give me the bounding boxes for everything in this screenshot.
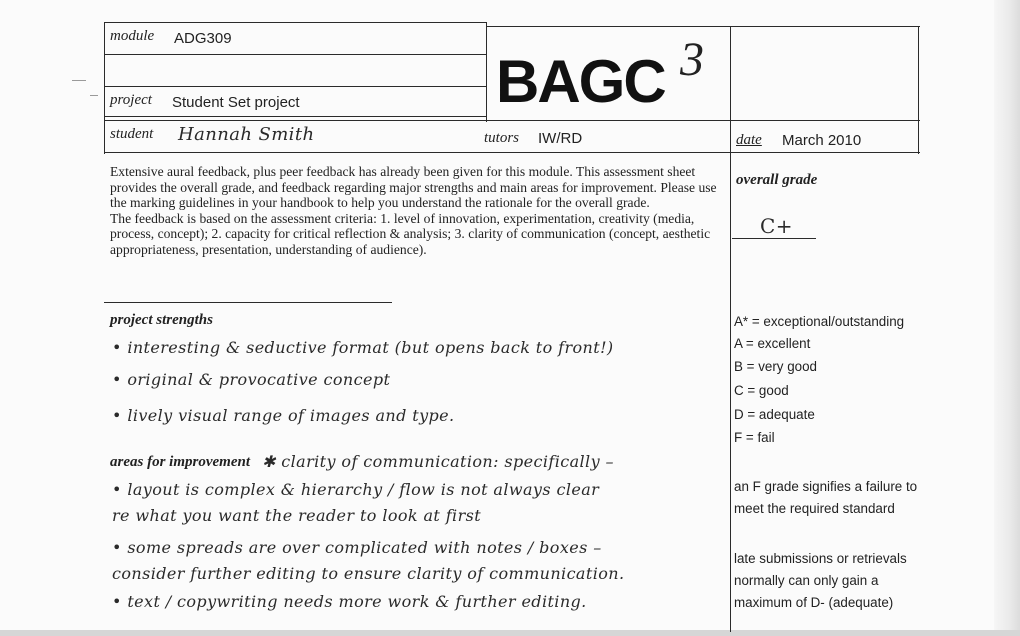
module-label: module <box>110 28 155 44</box>
improvement-item: re what you want the reader to look at first <box>112 506 482 525</box>
rule <box>104 54 486 55</box>
module-value: ADG309 <box>174 30 232 47</box>
grade-key-item: A* = exceptional/outstanding <box>734 314 905 329</box>
rule <box>104 152 920 153</box>
strength-item: • lively visual range of images and type. <box>112 406 455 425</box>
rule <box>918 26 919 154</box>
overall-grade-label: overall grade <box>736 172 818 188</box>
project-label: project <box>110 92 152 108</box>
rule <box>104 116 486 117</box>
grade-key-item: B = very good <box>734 359 817 374</box>
rule <box>486 22 487 122</box>
grade-key-item: A = excellent <box>734 336 811 351</box>
grade-key-item: C = good <box>734 383 789 398</box>
late-note: late submissions or retrievals normally can only gain a maximum of D- (adequate) <box>734 551 907 610</box>
strengths-heading: project strengths <box>110 312 213 328</box>
project-value: Student Set project <box>172 94 300 111</box>
bagc-logo-superscript: 3 <box>680 33 704 86</box>
fail-note: an F grade signifies a failure to meet the required standard <box>734 479 918 516</box>
date-label: date <box>736 132 762 148</box>
improvement-item: consider further editing to ensure clarity of communication. <box>112 564 625 583</box>
rule <box>104 22 486 23</box>
strength-item: • interesting & seductive format (but opens back to front!) <box>112 338 614 357</box>
scan-edge <box>994 0 1020 636</box>
rule <box>730 26 731 632</box>
date-value: March 2010 <box>782 132 862 149</box>
scan-mark <box>72 80 86 81</box>
improvement-heading: areas for improvement <box>110 454 250 470</box>
improvement-intro: ✱ clarity of communication: specifically – <box>262 452 614 471</box>
tutors-value: IW/RD <box>538 130 583 147</box>
student-label: student <box>110 126 154 142</box>
rule <box>104 86 486 87</box>
rule <box>104 120 920 121</box>
strength-item: • original & provocative concept <box>112 370 391 389</box>
scan-mark <box>90 95 98 96</box>
intro-text <box>110 164 724 257</box>
rule <box>486 26 920 27</box>
rule <box>104 302 392 303</box>
assessment-sheet <box>104 22 920 632</box>
intro-paragraph: Extensive aural feedback, plus peer feedback has already been given for this module. This assessment sheet provides the overall grade, and feedback regarding major strengths and main areas for improvement. Please use the marking guidelines in your handbook to help you understand the rationale for the overall grade. <box>110 164 717 210</box>
tutors-label: tutors <box>484 130 520 146</box>
overall-grade-value: C+ <box>760 214 793 238</box>
student-value: Hannah Smith <box>178 124 315 145</box>
improvement-item: • some spreads are over complicated with notes / boxes – <box>112 538 602 557</box>
grade-underline <box>732 238 816 239</box>
grade-key-item: F = fail <box>734 430 775 445</box>
rule <box>104 22 105 154</box>
grade-key-item: D = adequate <box>734 407 815 422</box>
improvement-item: • layout is complex & hierarchy / flow is not always clear <box>112 480 600 499</box>
improvement-item: • text / copywriting needs more work & further editing. <box>112 592 587 611</box>
bagc-logo: BAGC <box>496 48 665 115</box>
intro-paragraph: The feedback is based on the assessment criteria: 1. level of innovation, experimentation, creativity (media, process, concept); 2. capacity for critical reflection & analysis; 3. clarity of communication (concept, aesthetic appropriateness, presentation, understanding of audience). <box>110 210 711 257</box>
